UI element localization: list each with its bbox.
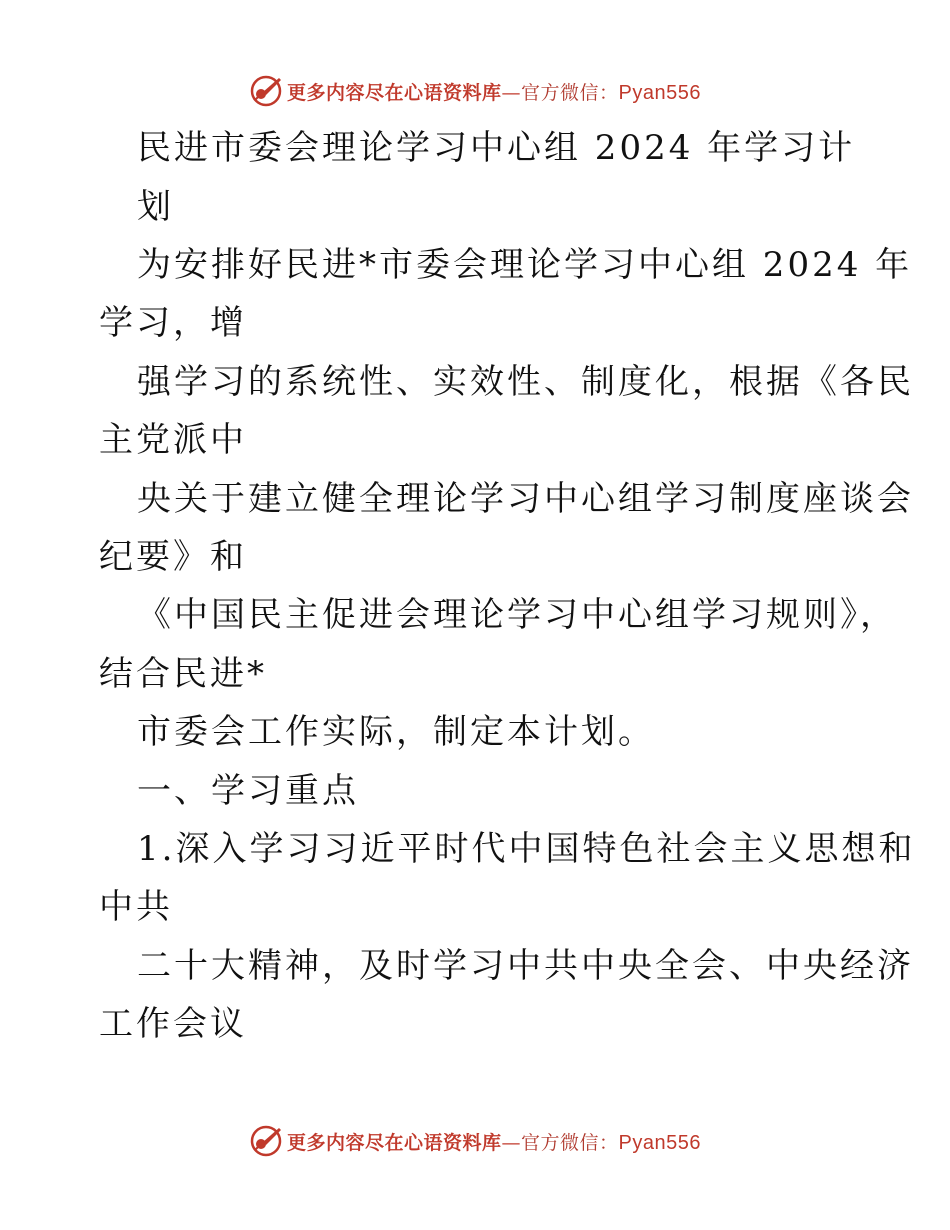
- watermark-wechat-id: Pyan556: [618, 1131, 701, 1154]
- doc-line: 二十大精神，及时学习中共中央全会、中央经济: [137, 946, 914, 986]
- quill-logo-icon: [249, 1124, 283, 1158]
- watermark-brand: 更多内容尽在心语资料库: [287, 81, 502, 104]
- doc-line: 为安排好民进*市委会理论学习中心组 2024 年: [137, 245, 913, 285]
- doc-line: 纪要》和: [99, 537, 247, 577]
- watermark-dash: —: [501, 1131, 522, 1154]
- doc-line: 《中国民主促进会理论学习中心组学习规则》，: [137, 595, 897, 635]
- doc-title-line-2: 划: [137, 187, 174, 227]
- watermark-dash: —: [501, 81, 522, 104]
- doc-line: 强学习的系统性、实效性、制度化，根据《各民: [137, 362, 914, 402]
- doc-line: 中共: [99, 887, 173, 927]
- doc-line: 主党派中: [99, 420, 247, 460]
- watermark-wechat-id: Pyan556: [618, 81, 701, 104]
- watermark-brand: 更多内容尽在心语资料库: [287, 1131, 502, 1154]
- watermark-wechat-label: 官方微信：: [521, 81, 619, 104]
- doc-line: 央关于建立健全理论学习中心组学习制度座谈会: [137, 479, 914, 519]
- section-heading: 一、学习重点: [137, 771, 359, 811]
- doc-title-line-1: 民进市委会理论学习中心组 2024 年学习计: [137, 128, 856, 168]
- doc-line: 工作会议: [99, 1004, 247, 1044]
- doc-line: 1.深入学习习近平时代中国特色社会主义思想和: [137, 829, 916, 869]
- watermark-text: [287, 78, 701, 105]
- watermark-wechat-label: 官方微信：: [521, 1131, 619, 1154]
- doc-line: 学习，增: [99, 303, 247, 343]
- header-watermark: [0, 71, 950, 111]
- doc-line: 市委会工作实际，制定本计划。: [137, 712, 655, 752]
- doc-line: 结合民进*: [99, 654, 267, 694]
- watermark-text: [287, 1128, 701, 1155]
- footer-watermark: [0, 1121, 950, 1161]
- quill-logo-icon: [249, 74, 283, 108]
